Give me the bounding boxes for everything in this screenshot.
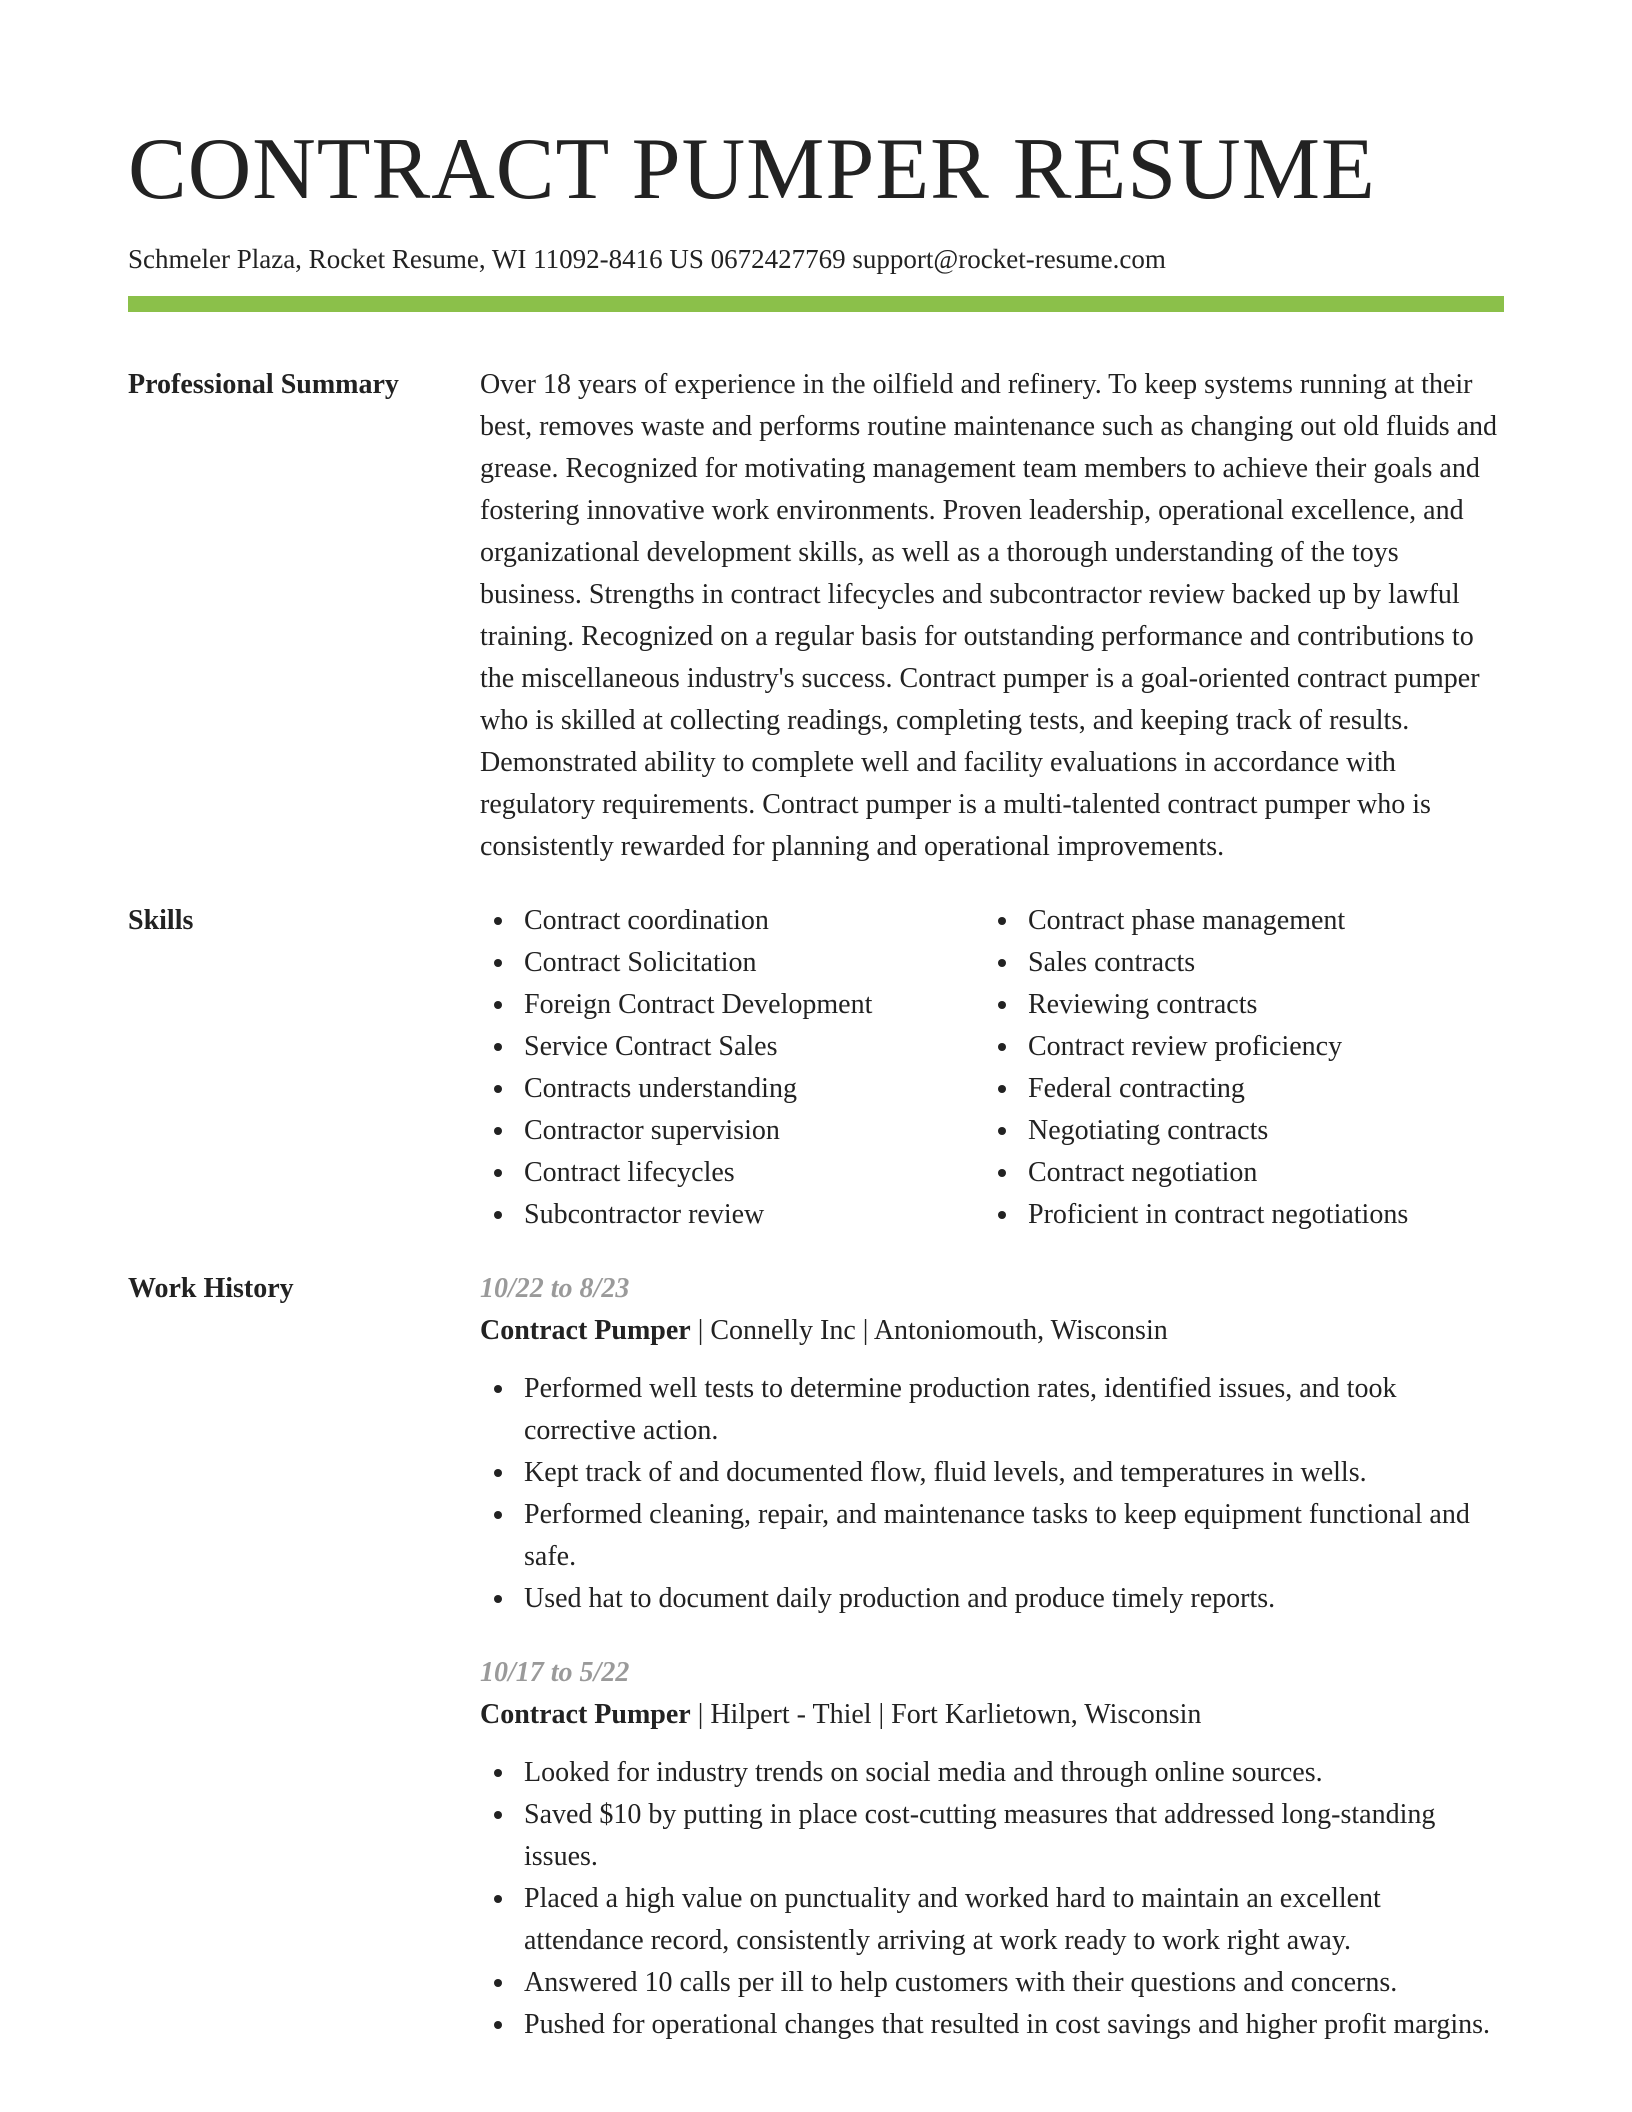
bullet-icon xyxy=(494,1511,502,1519)
bullet-icon xyxy=(998,959,1006,967)
summary-text: Over 18 years of experience in the oilfield and refinery. To keep systems running at their best, removes waste and performs routine maintenance such as changing out old fluids and grease. Recognized for motivating management team members to achieve their goals and fostering innovative work environments. Proven leadership, operational excellence, and organizational development skills, as well as a thorough understanding of the toys business. Strengths in contract lifecycles and subcontractor review backed up by lawful training. Recognized on a regular basis for outstanding performance and contributions to the miscellaneous industry's success. Contract pumper is a goal-oriented contract pumper who is skilled at collecting readings, completing tests, and keeping track of results. Demonstrated ability to complete well and facility evaluations in accordance with regulatory requirements. Contract pumper is a multi-talented contract pumper who is consistently rewarded for planning and operational improvements. xyxy=(480,369,1498,862)
bullet-icon xyxy=(494,1169,502,1177)
bullet-icon xyxy=(494,1127,502,1135)
job-heading xyxy=(480,1310,1504,1352)
job-company-location: | Hilpert - Thiel | Fort Karlietown, Wisconsin xyxy=(690,1699,1202,1730)
skills-column-left xyxy=(480,900,984,1236)
skill-item: Service Contract Sales xyxy=(480,1026,984,1068)
skills-column-right xyxy=(984,900,1488,1236)
skill-item: Contract Solicitation xyxy=(480,942,984,984)
accent-divider xyxy=(128,296,1504,312)
contact-line: Schmeler Plaza, Rocket Resume, WI 11092-8416 US 0672427769 support@rocket-resume.com xyxy=(128,244,1166,274)
skills-body xyxy=(480,900,1504,1236)
job-bullet: Performed cleaning, repair, and maintenance tasks to keep equipment functional and safe. xyxy=(480,1494,1504,1578)
skill-item: Reviewing contracts xyxy=(984,984,1488,1026)
skill-item: Contracts understanding xyxy=(480,1068,984,1110)
skill-item: Foreign Contract Development xyxy=(480,984,984,1026)
job-entry xyxy=(480,1652,1504,2046)
bullet-icon xyxy=(998,1085,1006,1093)
bullet-icon xyxy=(998,1169,1006,1177)
bullet-icon xyxy=(494,1469,502,1477)
skill-item: Negotiating contracts xyxy=(984,1110,1488,1152)
skill-item: Sales contracts xyxy=(984,942,1488,984)
job-title: Contract Pumper xyxy=(480,1699,691,1730)
skill-item: Proficient in contract negotiations xyxy=(984,1194,1488,1236)
job-bullet: Used hat to document daily production and produce timely reports. xyxy=(480,1578,1504,1620)
bullet-icon xyxy=(998,1043,1006,1051)
job-bullets xyxy=(480,1368,1504,1620)
bullet-icon xyxy=(494,1085,502,1093)
job-bullet: Saved $10 by putting in place cost-cutting measures that addressed long-standing issues. xyxy=(480,1794,1504,1878)
bullet-icon xyxy=(998,1211,1006,1219)
bullet-icon xyxy=(998,1001,1006,1009)
bullet-icon xyxy=(494,1385,502,1393)
work-history-body xyxy=(480,1268,1504,2046)
job-bullet: Placed a high value on punctuality and worked hard to maintain an excellent attendance record, consistently arriving at work ready to work right away. xyxy=(480,1878,1504,1962)
job-heading xyxy=(480,1694,1504,1736)
skill-item: Federal contracting xyxy=(984,1068,1488,1110)
job-bullet: Pushed for operational changes that resulted in cost savings and higher profit margins. xyxy=(480,2004,1504,2046)
bullet-icon xyxy=(494,1811,502,1819)
skill-item: Contract review proficiency xyxy=(984,1026,1488,1068)
summary-section xyxy=(128,364,1504,868)
bullet-icon xyxy=(494,1769,502,1777)
bullet-icon xyxy=(494,1211,502,1219)
skill-item: Contract negotiation xyxy=(984,1152,1488,1194)
skill-item: Contractor supervision xyxy=(480,1110,984,1152)
bullet-icon xyxy=(494,1895,502,1903)
job-bullet: Looked for industry trends on social media and through online sources. xyxy=(480,1752,1504,1794)
job-bullet: Performed well tests to determine production rates, identified issues, and took corrective action. xyxy=(480,1368,1504,1452)
job-dates: 10/22 to 8/23 xyxy=(480,1273,630,1304)
work-history-section xyxy=(128,1268,1504,2046)
bullet-icon xyxy=(998,1127,1006,1135)
skill-item: Subcontractor review xyxy=(480,1194,984,1236)
bullet-icon xyxy=(494,1595,502,1603)
skill-item: Contract coordination xyxy=(480,900,984,942)
resume-title: CONTRACT PUMPER RESUME xyxy=(128,121,1376,218)
bullet-icon xyxy=(494,1001,502,1009)
job-bullet: Kept track of and documented flow, fluid levels, and temperatures in wells. xyxy=(480,1452,1504,1494)
skill-item: Contract phase management xyxy=(984,900,1488,942)
job-dates: 10/17 to 5/22 xyxy=(480,1657,630,1688)
bullet-icon xyxy=(494,917,502,925)
bullet-icon xyxy=(494,1979,502,1987)
bullet-icon xyxy=(998,917,1006,925)
work-history-heading: Work History xyxy=(128,1273,294,1304)
skill-item: Contract lifecycles xyxy=(480,1152,984,1194)
bullet-icon xyxy=(494,1043,502,1051)
job-company-location: | Connelly Inc | Antoniomouth, Wisconsin xyxy=(690,1315,1168,1346)
job-bullets xyxy=(480,1752,1504,2046)
resume-page xyxy=(128,120,1504,2046)
bullet-icon xyxy=(494,959,502,967)
job-entry xyxy=(480,1268,1504,1620)
skills-heading: Skills xyxy=(128,905,194,936)
job-bullet: Answered 10 calls per ill to help customers with their questions and concerns. xyxy=(480,1962,1504,2004)
summary-heading: Professional Summary xyxy=(128,369,399,400)
job-title: Contract Pumper xyxy=(480,1315,691,1346)
bullet-icon xyxy=(494,2021,502,2029)
skills-grid xyxy=(480,900,1504,1236)
skills-section xyxy=(128,900,1504,1236)
